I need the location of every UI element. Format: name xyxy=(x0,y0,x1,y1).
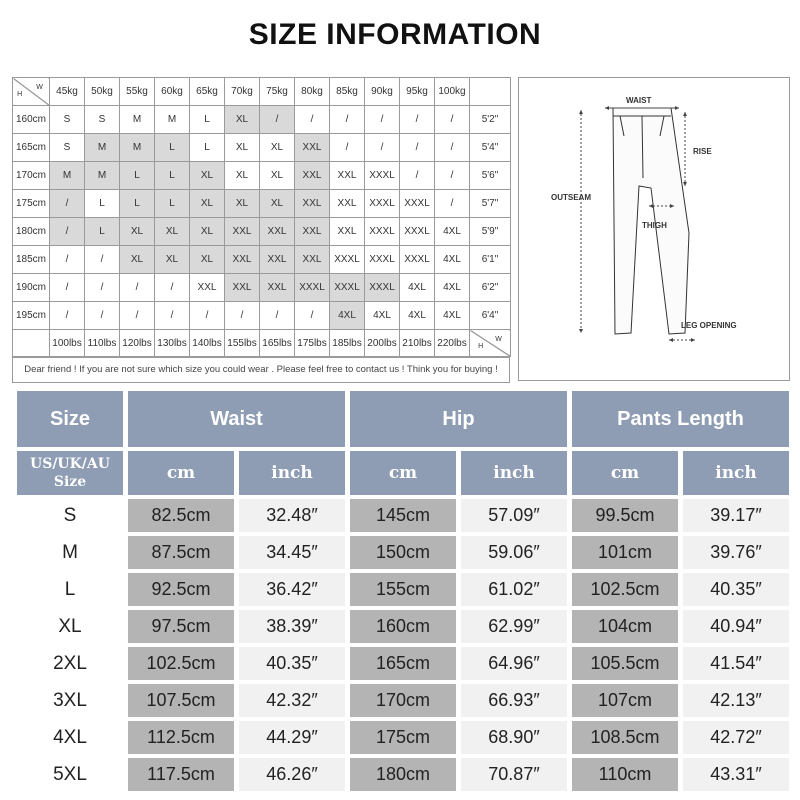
size-cell: L xyxy=(155,190,190,218)
height-cm-label: 195cm xyxy=(13,302,50,330)
size-cell: L xyxy=(120,190,155,218)
height-cm-label: 165cm xyxy=(13,134,50,162)
size-cell: / xyxy=(50,190,85,218)
height-cm-label: 160cm xyxy=(13,106,50,134)
measurement-row xyxy=(17,573,789,606)
size-cell: / xyxy=(435,134,470,162)
waist-cm-value: 87.5cm xyxy=(128,536,234,569)
weight-lbs-header: 155lbs xyxy=(225,330,260,357)
waist-cm-value: 97.5cm xyxy=(128,610,234,643)
size-cell: / xyxy=(85,302,120,330)
contact-note: Dear friend ! If you are not sure which size you could wear . Please feel free to contact us ! Think you for buying ! xyxy=(12,357,510,383)
size-cell: XXXL xyxy=(365,274,400,302)
size-cell: / xyxy=(85,274,120,302)
length-cm-value: 108.5cm xyxy=(572,721,678,754)
size-cell: S xyxy=(50,106,85,134)
length-inch-value: 40.35″ xyxy=(683,573,789,606)
size-cell: XXL xyxy=(190,274,225,302)
size-cell: XL xyxy=(120,218,155,246)
size-cell: / xyxy=(365,134,400,162)
length-inch-value: 40.94″ xyxy=(683,610,789,643)
size-cell: 4XL xyxy=(365,302,400,330)
size-cell: M xyxy=(85,162,120,190)
length-inch-value: 43.31″ xyxy=(683,758,789,791)
size-cell: / xyxy=(400,162,435,190)
measurement-row xyxy=(17,499,789,532)
weight-lbs-header: 220lbs xyxy=(435,330,470,357)
height-ft-label: 6'2" xyxy=(470,274,511,302)
page-title: SIZE INFORMATION xyxy=(248,18,542,51)
size-header: Size xyxy=(17,391,123,447)
size-cell: XL xyxy=(155,246,190,274)
size-cell: XXL xyxy=(225,274,260,302)
weight-kg-header: 80kg xyxy=(295,78,330,106)
size-cell: M xyxy=(85,134,120,162)
weight-kg-header: 70kg xyxy=(225,78,260,106)
grid-header-row xyxy=(13,78,511,106)
weight-lbs-header: 110lbs xyxy=(85,330,120,357)
size-cell: XXL xyxy=(295,246,330,274)
size-cell: M xyxy=(50,162,85,190)
size-cell: XXXL xyxy=(365,218,400,246)
size-cell: XXXL xyxy=(365,190,400,218)
footer-corner-h-label: H xyxy=(478,342,484,350)
size-cell: XXL xyxy=(225,246,260,274)
height-ft-label: 5'7" xyxy=(470,190,511,218)
grid-row xyxy=(13,218,511,246)
rise-label: RISE xyxy=(693,147,712,156)
height-cm-label: 170cm xyxy=(13,162,50,190)
size-value: XL xyxy=(17,610,123,643)
hip-inch-value: 62.99″ xyxy=(461,610,567,643)
size-cell: XXXL xyxy=(400,190,435,218)
size-cell: 4XL xyxy=(330,302,365,330)
size-cell: XXL xyxy=(260,274,295,302)
height-ft-label: 5'4" xyxy=(470,134,511,162)
hip-cm-value: 170cm xyxy=(350,684,456,717)
size-cell: XXXL xyxy=(400,218,435,246)
height-cm-label: 180cm xyxy=(13,218,50,246)
grid-row xyxy=(13,302,511,330)
hip-inch-subheader: inch xyxy=(461,451,567,495)
size-cell: XXL xyxy=(260,246,295,274)
size-cell: / xyxy=(260,106,295,134)
weight-height-grid xyxy=(12,77,510,383)
grid-footer-empty xyxy=(13,330,50,357)
size-cell: XXL xyxy=(330,190,365,218)
measurement-row xyxy=(17,536,789,569)
hip-cm-value: 145cm xyxy=(350,499,456,532)
size-cell: L xyxy=(190,106,225,134)
size-cell: XXXL xyxy=(295,274,330,302)
size-cell: S xyxy=(85,106,120,134)
corner-w-label: W xyxy=(36,84,43,91)
footer-corner-w-label: W xyxy=(495,335,502,343)
size-cell: XL xyxy=(155,218,190,246)
size-value: 5XL xyxy=(17,758,123,791)
size-cell: / xyxy=(365,106,400,134)
size-cell: / xyxy=(295,302,330,330)
length-cm-value: 104cm xyxy=(572,610,678,643)
size-cell: / xyxy=(435,190,470,218)
size-cell: XXL xyxy=(225,218,260,246)
size-cell: XL xyxy=(190,218,225,246)
length-inch-value: 42.72″ xyxy=(683,721,789,754)
hip-cm-value: 150cm xyxy=(350,536,456,569)
waist-inch-value: 36.42″ xyxy=(239,573,345,606)
size-cell: / xyxy=(400,134,435,162)
grid-row xyxy=(13,274,511,302)
waist-inch-value: 44.29″ xyxy=(239,721,345,754)
size-cell: 4XL xyxy=(435,218,470,246)
waist-cm-value: 102.5cm xyxy=(128,647,234,680)
waist-inch-value: 42.32″ xyxy=(239,684,345,717)
size-cell: / xyxy=(330,134,365,162)
hip-inch-value: 64.96″ xyxy=(461,647,567,680)
weight-kg-header: 60kg xyxy=(155,78,190,106)
waist-cm-value: 107.5cm xyxy=(128,684,234,717)
hip-inch-value: 57.09″ xyxy=(461,499,567,532)
grid-row xyxy=(13,162,511,190)
measurement-row xyxy=(17,721,789,754)
size-cell: / xyxy=(260,302,295,330)
grid-row xyxy=(13,106,511,134)
height-cm-label: 175cm xyxy=(13,190,50,218)
waist-header: Waist xyxy=(128,391,345,447)
waist-cm-value: 117.5cm xyxy=(128,758,234,791)
thigh-label: THIGH xyxy=(642,221,667,230)
size-chart-grid-table xyxy=(12,77,511,357)
size-cell: XXL xyxy=(330,218,365,246)
hip-inch-value: 68.90″ xyxy=(461,721,567,754)
measurement-row xyxy=(17,758,789,791)
size-cell: XL xyxy=(225,162,260,190)
length-cm-value: 110cm xyxy=(572,758,678,791)
outseam-label: OUTSEAM xyxy=(551,193,591,202)
hip-cm-value: 155cm xyxy=(350,573,456,606)
size-cell: / xyxy=(225,302,260,330)
size-cell: / xyxy=(400,106,435,134)
measurement-table xyxy=(12,387,794,795)
height-ft-label: 6'1" xyxy=(470,246,511,274)
measurement-row xyxy=(17,684,789,717)
size-cell: / xyxy=(295,106,330,134)
length-inch-value: 41.54″ xyxy=(683,647,789,680)
length-cm-value: 101cm xyxy=(572,536,678,569)
hip-cm-value: 165cm xyxy=(350,647,456,680)
weight-kg-header: 65kg xyxy=(190,78,225,106)
size-cell: XXL xyxy=(295,134,330,162)
hip-inch-value: 61.02″ xyxy=(461,573,567,606)
size-cell: / xyxy=(330,106,365,134)
size-cell: 4XL xyxy=(400,302,435,330)
hip-header: Hip xyxy=(350,391,567,447)
size-cell: L xyxy=(85,218,120,246)
length-cm-subheader: cm xyxy=(572,451,678,495)
size-cell: XXL xyxy=(330,162,365,190)
weight-kg-header: 50kg xyxy=(85,78,120,106)
size-cell: XXXL xyxy=(400,246,435,274)
size-value: 4XL xyxy=(17,721,123,754)
hip-inch-value: 70.87″ xyxy=(461,758,567,791)
waist-inch-subheader: inch xyxy=(239,451,345,495)
size-cell: / xyxy=(155,274,190,302)
size-cell: XXXL xyxy=(330,246,365,274)
size-subheader-line1: US/UK/AU xyxy=(30,456,110,472)
size-cell: XL xyxy=(260,134,295,162)
weight-kg-header: 90kg xyxy=(365,78,400,106)
height-ft-label: 5'9" xyxy=(470,218,511,246)
corner-h-label: H xyxy=(17,91,23,98)
size-value: M xyxy=(17,536,123,569)
hip-cm-subheader: cm xyxy=(350,451,456,495)
size-cell: 4XL xyxy=(435,246,470,274)
weight-lbs-header: 210lbs xyxy=(400,330,435,357)
weight-lbs-header: 175lbs xyxy=(295,330,330,357)
size-cell: M xyxy=(120,106,155,134)
waist-inch-value: 38.39″ xyxy=(239,610,345,643)
size-value: L xyxy=(17,573,123,606)
height-ft-label: 5'2" xyxy=(470,106,511,134)
size-cell: L xyxy=(85,190,120,218)
size-cell: XL xyxy=(260,190,295,218)
length-cm-value: 105.5cm xyxy=(572,647,678,680)
size-cell: / xyxy=(120,274,155,302)
pants-length-header: Pants Length xyxy=(572,391,789,447)
grid-row xyxy=(13,134,511,162)
size-cell: S xyxy=(50,134,85,162)
size-cell: 4XL xyxy=(435,302,470,330)
height-cm-label: 190cm xyxy=(13,274,50,302)
size-cell: XXL xyxy=(295,190,330,218)
length-inch-value: 39.17″ xyxy=(683,499,789,532)
pants-illustration xyxy=(519,78,791,382)
measurement-row xyxy=(17,610,789,643)
size-cell: L xyxy=(155,134,190,162)
size-cell: XL xyxy=(225,106,260,134)
grid-row xyxy=(13,246,511,274)
size-cell: XL xyxy=(190,162,225,190)
weight-lbs-header: 185lbs xyxy=(330,330,365,357)
size-cell: M xyxy=(155,106,190,134)
size-value: S xyxy=(17,499,123,532)
hip-cm-value: 180cm xyxy=(350,758,456,791)
size-subheader xyxy=(17,451,123,495)
size-cell: XXXL xyxy=(365,162,400,190)
size-cell: M xyxy=(120,134,155,162)
weight-lbs-header: 100lbs xyxy=(50,330,85,357)
weight-lbs-header: 140lbs xyxy=(190,330,225,357)
measurement-row xyxy=(17,647,789,680)
height-ft-label: 5'6" xyxy=(470,162,511,190)
weight-kg-header: 45kg xyxy=(50,78,85,106)
length-inch-value: 42.13″ xyxy=(683,684,789,717)
size-cell: XL xyxy=(225,134,260,162)
size-cell: L xyxy=(120,162,155,190)
weight-kg-header: 95kg xyxy=(400,78,435,106)
size-cell: 4XL xyxy=(435,274,470,302)
grid-header-empty xyxy=(470,78,511,106)
length-cm-value: 99.5cm xyxy=(572,499,678,532)
length-inch-subheader: inch xyxy=(683,451,789,495)
height-ft-label: 6'4" xyxy=(470,302,511,330)
waist-cm-value: 92.5cm xyxy=(128,573,234,606)
size-cell: XXXL xyxy=(365,246,400,274)
grid-corner xyxy=(13,78,50,106)
weight-kg-header: 85kg xyxy=(330,78,365,106)
hip-inch-value: 66.93″ xyxy=(461,684,567,717)
waist-cm-subheader: cm xyxy=(128,451,234,495)
size-cell: XXL xyxy=(295,162,330,190)
size-subheader-line2: Size xyxy=(53,474,87,490)
size-cell: XXXL xyxy=(330,274,365,302)
size-cell: XL xyxy=(190,246,225,274)
size-cell: L xyxy=(155,162,190,190)
grid-footer-row xyxy=(13,330,511,357)
pants-diagram xyxy=(518,77,790,381)
size-cell: / xyxy=(50,302,85,330)
size-cell: XXL xyxy=(295,218,330,246)
weight-lbs-header: 120lbs xyxy=(120,330,155,357)
waist-cm-value: 82.5cm xyxy=(128,499,234,532)
weight-lbs-header: 200lbs xyxy=(365,330,400,357)
size-cell: / xyxy=(435,162,470,190)
weight-lbs-header: 165lbs xyxy=(260,330,295,357)
length-cm-value: 107cm xyxy=(572,684,678,717)
size-cell: XL xyxy=(260,162,295,190)
size-cell: / xyxy=(50,274,85,302)
height-cm-label: 185cm xyxy=(13,246,50,274)
size-cell: XXL xyxy=(260,218,295,246)
size-cell: XL xyxy=(225,190,260,218)
size-cell: / xyxy=(50,218,85,246)
length-cm-value: 102.5cm xyxy=(572,573,678,606)
hip-cm-value: 160cm xyxy=(350,610,456,643)
weight-kg-header: 75kg xyxy=(260,78,295,106)
size-cell: / xyxy=(120,302,155,330)
hip-cm-value: 175cm xyxy=(350,721,456,754)
size-cell: XL xyxy=(120,246,155,274)
length-inch-value: 39.76″ xyxy=(683,536,789,569)
weight-kg-header: 100kg xyxy=(435,78,470,106)
size-value: 2XL xyxy=(17,647,123,680)
waist-label: WAIST xyxy=(626,96,652,105)
waist-inch-value: 46.26″ xyxy=(239,758,345,791)
waist-inch-value: 34.45″ xyxy=(239,536,345,569)
size-cell: XL xyxy=(190,190,225,218)
weight-kg-header: 55kg xyxy=(120,78,155,106)
grid-footer-corner xyxy=(470,330,511,357)
size-cell: 4XL xyxy=(400,274,435,302)
leg-opening-label: LEG OPENING xyxy=(681,321,737,330)
grid-row xyxy=(13,190,511,218)
size-cell: L xyxy=(190,134,225,162)
waist-inch-value: 32.48″ xyxy=(239,499,345,532)
hip-inch-value: 59.06″ xyxy=(461,536,567,569)
weight-lbs-header: 130lbs xyxy=(155,330,190,357)
waist-inch-value: 40.35″ xyxy=(239,647,345,680)
size-cell: / xyxy=(50,246,85,274)
size-cell: / xyxy=(155,302,190,330)
waist-cm-value: 112.5cm xyxy=(128,721,234,754)
size-cell: / xyxy=(190,302,225,330)
size-value: 3XL xyxy=(17,684,123,717)
size-cell: / xyxy=(435,106,470,134)
size-cell: / xyxy=(85,246,120,274)
